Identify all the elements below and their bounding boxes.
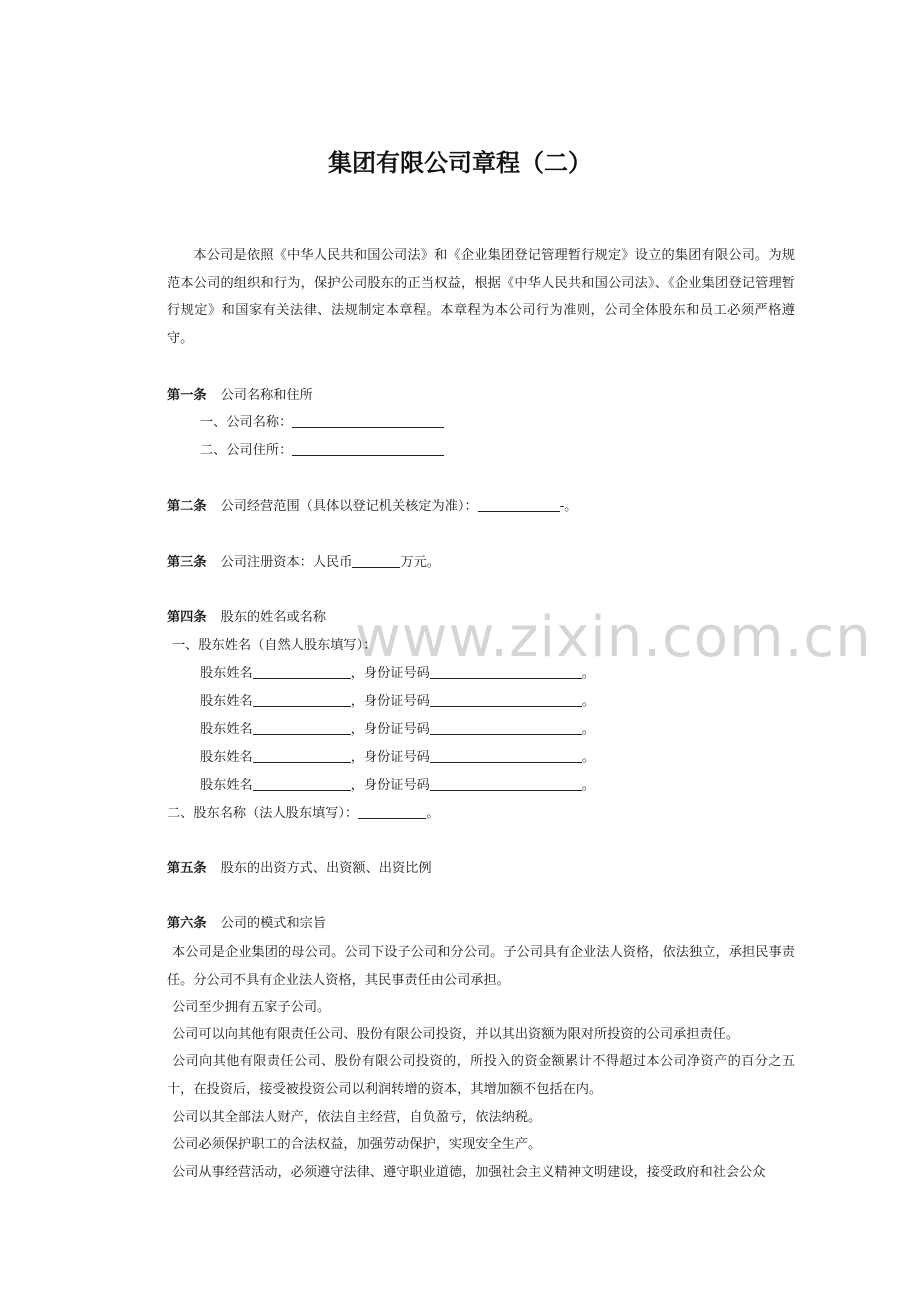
company-name-line — [200, 413, 444, 433]
shareholder-row — [200, 692, 595, 712]
document-title: 集团有限公司章程（二） — [328, 149, 592, 177]
article-text: 股东的姓名或名称 — [220, 610, 327, 625]
article-text: 股东的出资方式、出资额、出资比例 — [220, 861, 432, 876]
article-5-heading — [167, 859, 432, 879]
row-end: 。 — [581, 694, 596, 709]
shareholder-name-blank[interactable] — [253, 664, 351, 679]
article-4-heading — [167, 608, 326, 628]
shareholder-row — [200, 748, 595, 768]
article-label: 第二条 — [167, 499, 207, 514]
article-6-paragraph: 本公司是企业集团的母公司。公司下设子公司和分公司。子公司具有企业法人资格，依法独立，承担民事责任。分公司不具有企业法人资格，其民事责任由公司承担。 — [167, 945, 795, 988]
shareholder-name-blank[interactable] — [253, 720, 351, 735]
watermark: www.zixin.com.cn — [355, 605, 872, 670]
intro-paragraph: 本公司是依照《中华人民共和国公司法》和《企业集团登记管理暂行规定》设立的集团有限公司。为规范本公司的组织和行为，保护公司股东的正当权益，根据《中华人民共和国公司法》、《企业集团登记管理暂行规定》和国家有关法律、法规制定本章程。本章程为本公司行为准则，公司全体股东和员工必须严格遵守。 — [167, 248, 795, 346]
shareholder-name-blank[interactable] — [253, 692, 351, 707]
id-number-label: ，身份证号码 — [350, 666, 430, 681]
article-text: 公司经营范围（具体以登记机关核定为准）： — [220, 499, 478, 514]
article-label: 第四条 — [167, 610, 207, 625]
shareholder-legal-blank[interactable] — [358, 804, 426, 819]
shareholder-name-label: 股东姓名 — [200, 778, 253, 793]
id-number-label: ，身份证号码 — [350, 722, 430, 737]
id-number-blank[interactable] — [430, 720, 582, 735]
article-text: 公司注册资本：人民币 — [220, 555, 353, 570]
business-scope-blank[interactable] — [478, 497, 560, 512]
row-end: 。 — [581, 750, 596, 765]
id-number-label: ，身份证号码 — [350, 778, 430, 793]
shareholder-name-label: 股东姓名 — [200, 666, 253, 681]
shareholder-legal-line — [167, 804, 439, 824]
id-number-blank[interactable] — [430, 748, 582, 763]
shareholder-legal-label: 二、股东名称（法人股东填写）： — [167, 806, 359, 821]
article-6-heading — [167, 914, 326, 934]
article-label: 第六条 — [167, 916, 207, 931]
article-suffix: 万元。 — [400, 555, 440, 570]
article-label: 第五条 — [167, 861, 207, 876]
shareholder-name-label: 股东姓名 — [200, 722, 253, 737]
article-text: 公司的模式和宗旨 — [220, 916, 327, 931]
article-6-paragraph: 公司至少拥有五家子公司。 — [172, 1000, 331, 1015]
article-6-paragraph: 公司以其全部法人财产，依法自主经营，自负盈亏，依法纳税。 — [172, 1110, 542, 1125]
row-end: 。 — [426, 806, 440, 821]
shareholder-name-blank[interactable] — [253, 776, 351, 791]
article-text: 公司名称和住所 — [220, 388, 313, 403]
article-3-heading — [167, 553, 440, 573]
article-2-heading — [167, 497, 577, 517]
shareholder-natural-heading: 一、股东姓名（自然人股东填写）： — [172, 638, 377, 653]
article-6-paragraph: 公司向其他有限责任公司、股份有限公司投资的，所投入的资金额累计不得超过本公司净资产的百分之五十，在投资后，接受被投资公司以利润转增的资本，其增加额不包括在内。 — [167, 1054, 795, 1097]
company-name-label: 一、公司名称： — [200, 415, 293, 430]
shareholder-row — [200, 776, 595, 796]
article-suffix: -。 — [559, 499, 578, 514]
company-address-blank[interactable] — [292, 441, 444, 456]
shareholder-row — [200, 720, 595, 740]
shareholder-name-blank[interactable] — [253, 748, 351, 763]
article-label: 第一条 — [167, 388, 207, 403]
company-address-label: 二、公司住所： — [200, 443, 293, 458]
id-number-label: ，身份证号码 — [350, 750, 430, 765]
article-6-paragraph: 公司从事经营活动，必须遵守法律、遵守职业道德，加强社会主义精神文明建设，接受政府和社会公众 — [172, 1165, 766, 1180]
shareholder-name-label: 股东姓名 — [200, 750, 253, 765]
row-end: 。 — [581, 722, 596, 737]
article-6-paragraph: 公司必须保护职工的合法权益，加强劳动保护，实现安全生产。 — [172, 1137, 542, 1152]
article-6-paragraph: 公司可以向其他有限责任公司、股份有限公司投资，并以其出资额为限对所投资的公司承担责任。 — [172, 1027, 740, 1042]
id-number-blank[interactable] — [430, 776, 582, 791]
row-end: 。 — [581, 778, 596, 793]
company-address-line — [200, 441, 444, 461]
registered-capital-blank[interactable] — [352, 553, 400, 568]
id-number-blank[interactable] — [430, 692, 582, 707]
article-1-heading — [167, 386, 313, 406]
id-number-label: ，身份证号码 — [350, 694, 430, 709]
row-end: 。 — [581, 666, 596, 681]
article-label: 第三条 — [167, 555, 207, 570]
shareholder-name-label: 股东姓名 — [200, 694, 253, 709]
company-name-blank[interactable] — [292, 413, 444, 428]
